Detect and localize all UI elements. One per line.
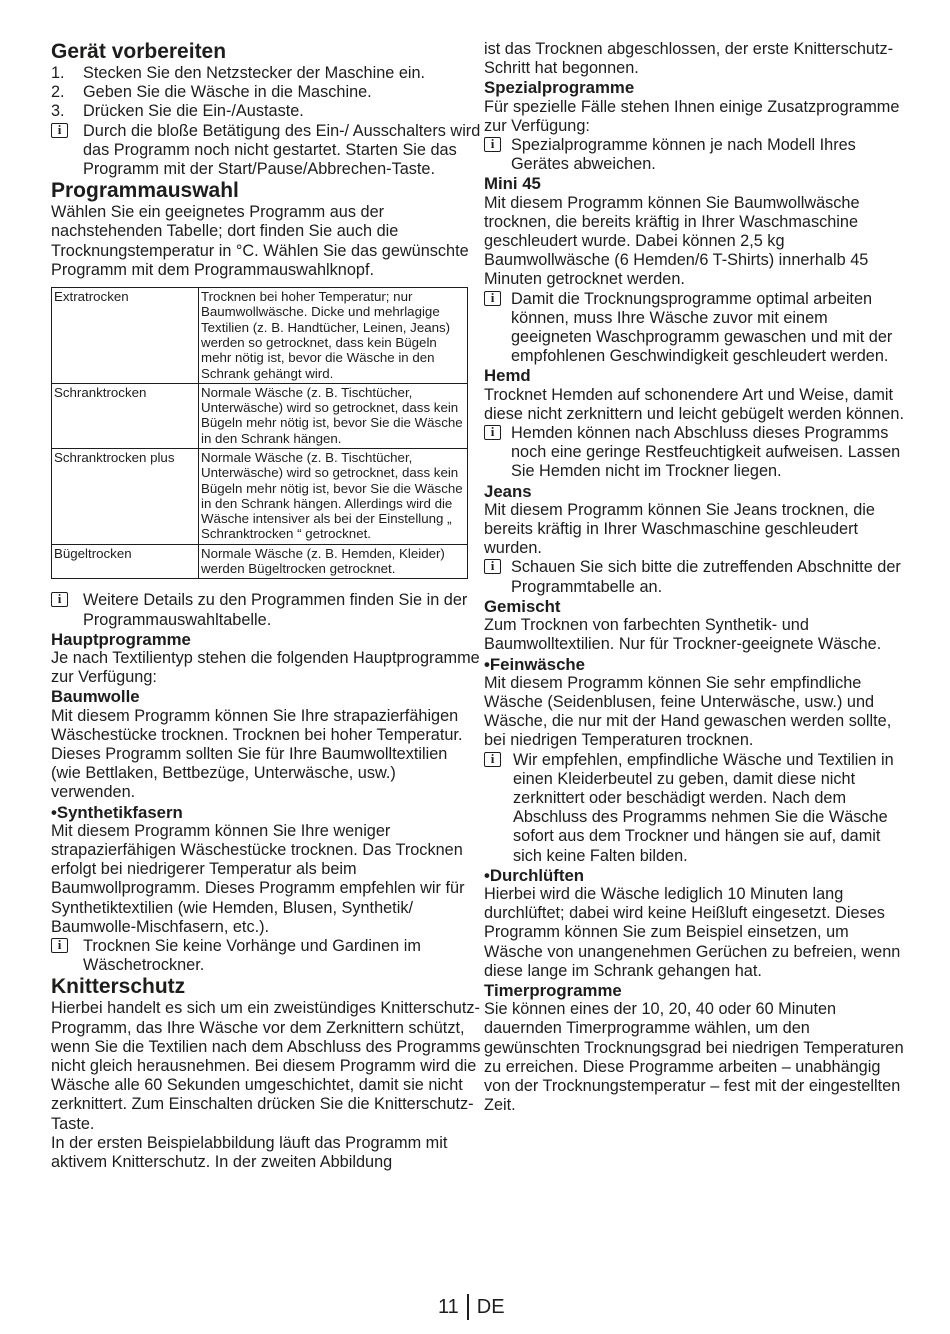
info-icon — [51, 938, 68, 953]
setup-steps-list — [51, 64, 481, 122]
table-row — [52, 544, 468, 579]
note-program-details: i Weitere Details zu den Programmen finden Sie in der Programmauswahltabelle. — [51, 591, 481, 629]
table-cell-program: Schranktrocken — [52, 383, 199, 448]
list-item: 3. Drücken Sie die Ein-/Austaste. — [51, 102, 304, 121]
paragraph-special-programs: Für spezielle Fälle stehen Ihnen einige Zusatzprogramme zur Verfügung: — [484, 97, 900, 135]
info-icon — [484, 752, 501, 767]
table-cell-description: Trocknen bei hoher Temperatur; nur Baumwollwäsche. Dicke und mehrlagige Textilien (z. B. Handtücher, Leinen, Jeans) werden so getrocknet, dass kein Bügeln mehr nötig ist, bevor die Wäsche in den Schrank gehängt wird. — [199, 288, 468, 384]
heading-delicates: •Feinwäsche — [484, 654, 586, 674]
table-row — [52, 449, 468, 545]
table-cell-program: Schranktrocken plus — [52, 449, 199, 545]
heading-crease-protection: Knitterschutz — [51, 975, 186, 999]
info-icon — [484, 425, 501, 440]
table-cell-program: Bügeltrocken — [52, 544, 199, 579]
paragraph-main-programs: Je nach Textilientyp stehen die folgenden Hauptprogramme zur Verfügung: — [51, 648, 480, 687]
table-cell-description: Normale Wäsche (z. B. Hemden, Kleider) werden Bügeltrocken getrocknet. — [199, 544, 468, 579]
footer-divider — [467, 1294, 469, 1320]
note-shirt: i Hemden können nach Abschluss dieses Programms noch eine geringe Restfeuchtigkeit aufweisen. Lassen Sie Hemden nicht im Trockner liegen. — [484, 424, 904, 482]
heading-main-programs: Hauptprogramme — [51, 629, 191, 649]
heading-airing: •Durchlüften — [484, 865, 585, 885]
list-item: 1. Stecken Sie den Netzstecker der Maschine ein. — [51, 64, 426, 82]
info-icon — [484, 137, 501, 152]
table-cell-description: Normale Wäsche (z. B. Tischtücher, Unterwäsche) wird so getrocknet, dass kein Bügeln mehr nötig ist, bevor Sie die Wäsche in den Schrank hängen. Allerdings wird die Wäsche intensiver als bei der Einstellung „ Schranktrocken “ getrocknet. — [199, 449, 468, 545]
info-icon — [51, 123, 68, 138]
table-row — [52, 288, 468, 384]
info-icon — [484, 559, 501, 574]
paragraph-airing: Hierbei wird die Wäsche lediglich 10 Minuten lang durchlüftet; dabei wird keine Heißluft eingesetzt. Dieses Programm können Sie zum Beispiel einsetzen, um Wäsche von unangenehmen Gerüchen zu befreien, wenn diese lange im Schrank gehangen hat. — [484, 884, 901, 980]
page-number: 11 — [438, 1296, 459, 1318]
heading-program-selection: Programmauswahl — [51, 179, 239, 203]
paragraph-continued: ist das Trocknen abgeschlossen, der erste Knitterschutz-Schritt hat begonnen. — [484, 40, 894, 78]
paragraph-crease-protection: Hierbei handelt es sich um ein zweistündiges Knitterschutz-Programm, das Ihre Wäsche vor dem Zerknittern schützt, wenn Sie die Textilien nach dem Abschluss des Programms nicht gleich herausnehmen. Bei diesem Programm wird die Wäsche alle 60 Sekunden umgeschichtet, damit sie nicht zerknittert. Zum Einschalten drücken Sie die Knitterschutz-Taste. — [51, 999, 481, 1133]
paragraph-cotton: Mit diesem Programm können Sie Ihre strapazierfähigen Wäschestücke trocknen. Trocknen bei hoher Temperatur. Dieses Programm sollten Sie für Ihre Baumwolltextilien (wie Bettlaken, Bettbezüge, Unterwäsche, usw.) verwenden. — [51, 706, 463, 802]
paragraph-shirt: Trocknet Hemden auf schonendere Art und Weise, damit diese nicht zerknittern und leicht gebügelt werden können. — [484, 385, 904, 423]
note-curtains: i Trocknen Sie keine Vorhänge und Gardinen im Wäschetrockner. — [51, 937, 481, 975]
paragraph-delicates: Mit diesem Programm können Sie sehr empfindliche Wäsche (Seidenblusen, feine Unterwäsche, usw.) und Wäsche, die nur mit der Hand gewaschen werden sollte, bei niedrigen Temperaturen trocknen. — [484, 673, 892, 750]
left-column — [51, 40, 481, 1172]
paragraph-synthetics: Mit diesem Programm können Sie Ihre weniger strapazierfähigen Wäschestücke trocknen. Das Trocknen erfolgt bei niedrigerer Temperatur als beim Baumwollprogramm. Dieses Programm empfehlen wir für Synthetiktextilien (wie Hemden, Blusen, Synthetik/ Baumwolle-Mischfasern, etc.). — [51, 821, 465, 936]
paragraph-timer-programs: Sie können eines der 10, 20, 40 oder 60 Minuten dauernden Timerprogramme wählen, um den gewünschten Trocknungsgrad bei niedrigen Temperaturen zu erreichen. Diese Programme arbeiten – unabhängig von der Trocknungstemperatur – fest mit der eingestellten Zeit. — [484, 1000, 904, 1115]
paragraph-program-selection: Wählen Sie ein geeignetes Programm aus der nachstehenden Tabelle; dort finden Sie auch die Trocknungstemperatur in °C. Wählen Sie das gewünschte Programm mit dem Programmauswahlknopf. — [51, 203, 469, 279]
table-cell-program: Extratrocken — [52, 288, 199, 384]
right-column — [484, 40, 904, 1115]
heading-synthetics: •Synthetikfasern — [51, 802, 183, 822]
note-start-program: i Durch die bloße Betätigung des Ein-/ Ausschalters wird das Programm noch nicht gestartet. Starten Sie das Programm mit der Start/Pause/Abbrechen-Taste. — [51, 122, 481, 180]
paragraph-crease-example: In der ersten Beispielabbildung läuft das Programm mit aktivem Knitterschutz. In der zweiten Abbildung — [51, 1133, 448, 1172]
paragraph-jeans: Mit diesem Programm können Sie Jeans trocknen, die bereits kräftig in Ihrer Waschmaschine geschleudert wurden. — [484, 500, 875, 558]
page-footer — [438, 1294, 505, 1320]
paragraph-mini-45: Mit diesem Programm können Sie Baumwollwäsche trocknen, die bereits kräftig in Ihrer Waschmaschine geschleudert wurde. Dabei können 2,5 kg Baumwollwäsche (6 Hemden/6 T-Shirts) innerhalb 45 Minuten getrocknet werden. — [484, 193, 869, 289]
heading-jeans: Jeans — [484, 481, 532, 501]
heading-cotton: Baumwolle — [51, 687, 140, 707]
heading-timer-programs: Timerprogramme — [484, 980, 622, 1000]
list-item: 2. Geben Sie die Wäsche in die Maschine. — [51, 83, 372, 102]
heading-shirt: Hemd — [484, 366, 531, 386]
info-icon — [484, 291, 501, 306]
program-table — [51, 287, 468, 579]
language-code: DE — [476, 1296, 505, 1318]
table-row — [52, 383, 468, 448]
info-icon — [51, 592, 68, 607]
heading-mini-45: Mini 45 — [484, 174, 541, 194]
note-mini-45: i Damit die Trocknungsprogramme optimal arbeiten können, muss Ihre Wäsche zuvor mit einem geeigneten Waschprogramm gewaschen und mit der empfohlenen Geschwindigkeit geschleudert werden. — [484, 290, 904, 367]
paragraph-mixed: Zum Trocknen von farbechten Synthetik- und Baumwolltextilien. Nur für Trockner-geeignete Wäsche. — [484, 616, 882, 654]
heading-prepare-device: Gerät vorbereiten — [51, 40, 227, 63]
note-jeans: i Schauen Sie sich bitte die zutreffenden Abschnitte der Programmtabelle an. — [484, 558, 904, 596]
table-cell-description: Normale Wäsche (z. B. Tischtücher, Unterwäsche) wird so getrocknet, dass kein Bügeln mehr nötig ist, bevor Sie die Wäsche in den Schrank hängen. — [199, 383, 468, 448]
heading-mixed: Gemischt — [484, 596, 561, 616]
note-delicates: i Wir empfehlen, empfindliche Wäsche und Textilien in einen Kleiderbeutel zu geben, damit diese nicht zerknittert oder beschädigt werden. Nach dem Abschluss des Programms nehmen Sie die Wäsche sofort aus dem Trockner und hängen sie auf, damit sich keine Falten bilden. — [484, 751, 904, 866]
heading-special-programs: Spezialprogramme — [484, 78, 635, 98]
note-special-programs: i Spezialprogramme können je nach Modell Ihres Gerätes abweichen. — [484, 136, 904, 174]
